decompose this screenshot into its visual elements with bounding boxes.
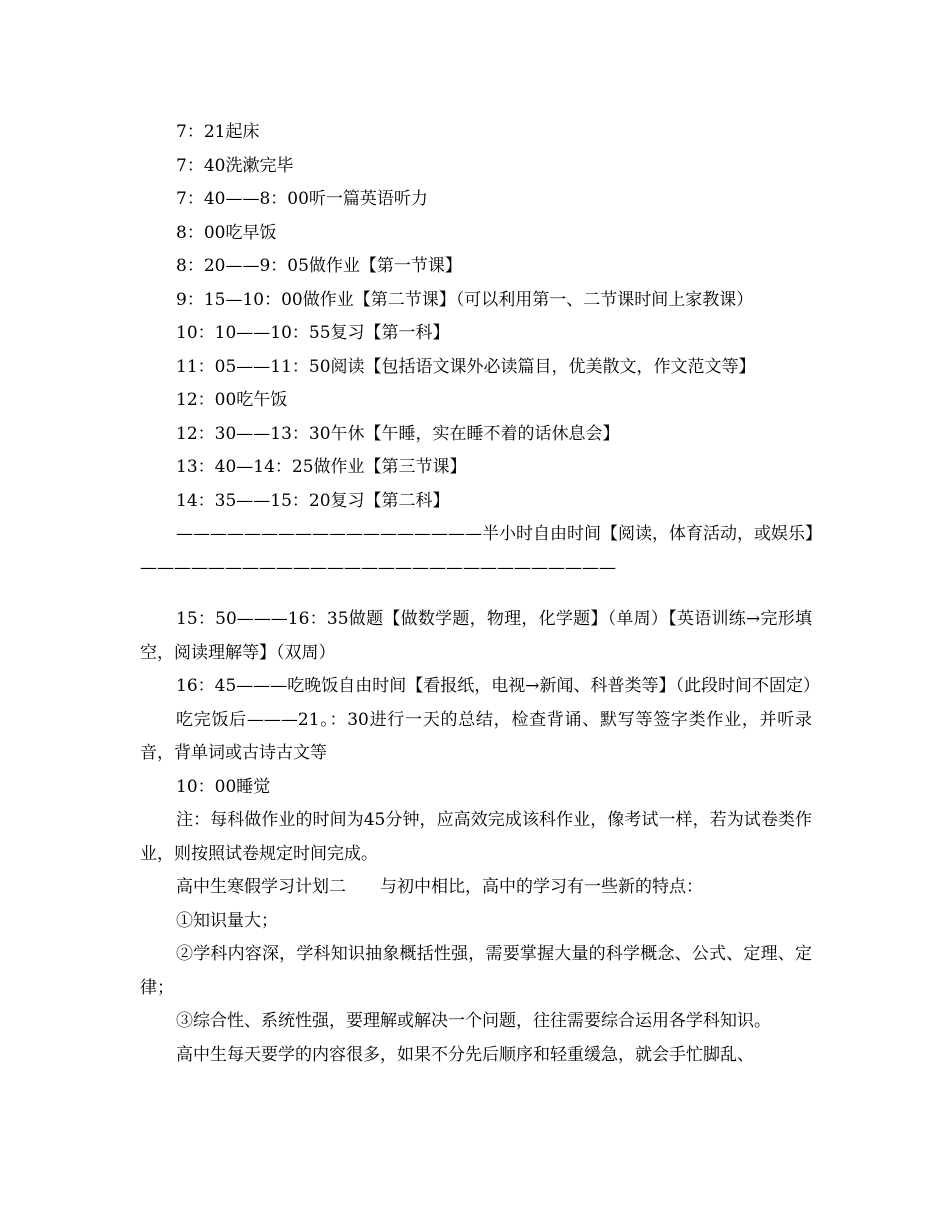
paragraph-gap (140, 585, 812, 603)
paragraph-closing: 高中生每天要学的内容很多，如果不分先后顺序和轻重缓急，就会手忙脚乱、 (176, 1044, 754, 1065)
paragraph-point-2: ②学科内容深，学科知识抽象概括性强，需要掌握大量的科学概念、公式、定理、定律； (140, 944, 812, 998)
schedule-line: 12：00吃午饭 (176, 390, 288, 410)
schedule-line: 13：40—14：25做作业【第三节课】 (176, 457, 467, 477)
schedule-line: 10：10——10：55复习【第一科】 (176, 323, 450, 343)
paragraph-afternoon-exercise: 15：50———16：35做题【做数学题，物理，化学题】（单周）【英语训练→完形填空，阅读理解等】（双周） (140, 609, 812, 663)
paragraph-point-1: ①知识量大； (176, 910, 278, 931)
schedule-line: 8：20——9：05做作业【第一节课】 (176, 256, 462, 276)
free-time-dash-line: ———————————————————————————— (140, 557, 616, 578)
paragraph-plan-two-heading: 高中生寒假学习计划二 与初中相比，高中的学习有一些新的特点： (176, 877, 703, 897)
schedule-line: 7：21起床 (176, 122, 260, 142)
schedule-line: 8：00吃早饭 (176, 222, 277, 243)
schedule-line: 11：05——11：50阅读【包括语文课外必读篇目，优美散文，作文范文等】 (176, 356, 756, 377)
paragraph-point-3: ③综合性、系统性强，要理解或解决一个问题，往往需要综合运用各学科知识。 (176, 1011, 771, 1031)
paragraph-dinner: 16：45———吃晚饭自由时间【看报纸，电视→新闻、科普类等】（此段时间不固定） (176, 676, 821, 696)
paragraph-sleep: 10：00睡觉 (176, 776, 271, 797)
paragraph-note: 注：每科做作业的时间为45分钟，应高效完成该科作业，像考试一样，若为试卷类作业，则按照试卷规定时间完成。 (140, 810, 812, 864)
paragraph-evening-summary: 吃完饭后———21。：30进行一天的总结，检查背诵、默写等签字类作业，并听录音，背单词或古诗古文等 (140, 709, 812, 763)
schedule-line: 7：40——8：00听一篇英语听力 (176, 189, 428, 209)
schedule-line: 14：35——15：20复习【第二科】 (176, 490, 450, 511)
document-body (140, 116, 822, 1072)
schedule-line: 7：40洗漱完毕 (176, 155, 294, 176)
schedule-line: 12：30——13：30午休【午睡，实在睡不着的话休息会】 (176, 423, 620, 444)
free-time-line: ——————————————————半小时自由时间【阅读，体育活动，或娱乐】 (176, 524, 822, 544)
schedule-line: 9：15—10：00做作业【第二节课】（可以利用第一、二节课时间上家教课） (176, 289, 754, 310)
